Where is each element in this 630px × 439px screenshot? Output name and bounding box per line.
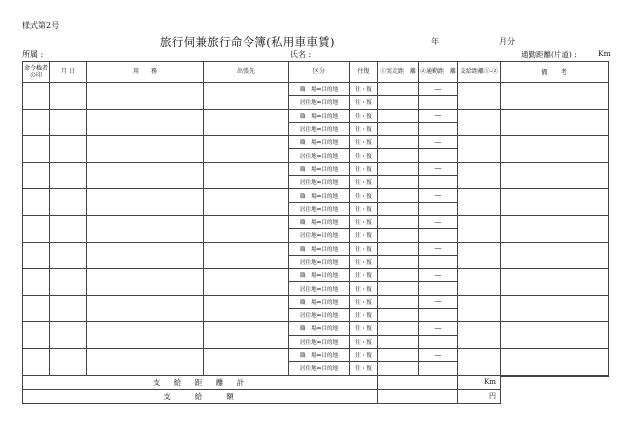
actual-distance-cell[interactable] [378, 109, 419, 122]
remarks-cell[interactable] [500, 83, 608, 110]
home-route-cell: 居住地⇔目的地 [289, 335, 350, 348]
actual-distance-cell[interactable] [378, 269, 419, 282]
office-route-cell: 職 場⇔目的地 [289, 295, 350, 308]
commute-distance-dash: — [419, 83, 458, 96]
round-trip-cell[interactable]: 往・復 [350, 189, 378, 202]
round-trip-cell[interactable]: 往・復 [350, 83, 378, 96]
commute-distance-cell[interactable] [419, 149, 458, 162]
remarks-column [500, 61, 609, 377]
approver-seal-cell[interactable] [23, 136, 50, 163]
commute-distance-cell[interactable] [419, 96, 458, 109]
commute-distance-cell[interactable] [419, 202, 458, 215]
name-label: 氏名 : [290, 50, 312, 59]
approver-seal-cell[interactable] [23, 348, 50, 375]
office-route-cell: 職 場⇔目的地 [289, 348, 350, 361]
destination-cell[interactable] [204, 242, 289, 269]
actual-distance-cell[interactable] [378, 229, 419, 242]
purpose-cell[interactable] [87, 348, 204, 375]
actual-distance-cell[interactable] [378, 162, 419, 175]
actual-distance-cell[interactable] [378, 295, 419, 308]
round-trip-cell[interactable]: 往・復 [350, 122, 378, 135]
date-cell[interactable] [50, 242, 87, 269]
round-trip-cell[interactable]: 往・復 [350, 109, 378, 122]
destination-cell[interactable] [204, 322, 289, 349]
round-trip-cell[interactable]: 往・復 [350, 362, 378, 375]
office-route-cell: 職 場⇔目的地 [289, 322, 350, 335]
form-number: 様式第2号 [22, 21, 60, 30]
round-trip-cell[interactable]: 往・復 [350, 322, 378, 335]
commute-distance-cell[interactable] [419, 229, 458, 242]
date-cell[interactable] [50, 189, 87, 216]
round-trip-cell[interactable]: 往・復 [350, 242, 378, 255]
table-row [23, 136, 501, 149]
paid-distance-cell[interactable] [458, 162, 501, 189]
round-trip-cell[interactable]: 往・復 [350, 295, 378, 308]
round-trip-cell[interactable]: 往・復 [350, 149, 378, 162]
date-cell[interactable] [50, 269, 87, 296]
approver-seal-cell[interactable] [23, 162, 50, 189]
approver-seal-cell[interactable] [23, 269, 50, 296]
approver-seal-cell[interactable] [23, 189, 50, 216]
date-cell[interactable] [50, 295, 87, 322]
purpose-cell[interactable] [87, 269, 204, 296]
commute-distance-dash: — [419, 136, 458, 149]
actual-distance-cell[interactable] [378, 335, 419, 348]
col-division: 区分 [289, 62, 350, 83]
round-trip-cell[interactable]: 往・復 [350, 229, 378, 242]
round-trip-cell[interactable]: 往・復 [350, 269, 378, 282]
commute-distance-dash: — [419, 295, 458, 308]
remarks-cell[interactable] [500, 189, 608, 216]
date-cell[interactable] [50, 215, 87, 242]
amount-row [23, 389, 501, 403]
date-cell[interactable] [50, 162, 87, 189]
actual-distance-cell[interactable] [378, 282, 419, 295]
department-label: 所属 : [22, 50, 44, 59]
paid-distance-cell[interactable] [458, 242, 501, 269]
commute-distance-cell[interactable] [419, 176, 458, 189]
actual-distance-cell[interactable] [378, 322, 419, 335]
table-row [23, 162, 501, 175]
total-distance-value[interactable] [378, 375, 458, 389]
table-row [23, 215, 501, 228]
table-row [23, 83, 501, 96]
destination-cell[interactable] [204, 136, 289, 163]
date-cell[interactable] [50, 348, 87, 375]
purpose-cell[interactable] [87, 83, 204, 110]
col-date: 月 日 [50, 62, 87, 83]
commute-distance-dash: — [419, 109, 458, 122]
year-label: 年 [431, 37, 439, 46]
office-route-cell: 職 場⇔目的地 [289, 269, 350, 282]
destination-cell[interactable] [204, 83, 289, 110]
commute-distance-dash: — [419, 269, 458, 282]
destination-cell[interactable] [204, 269, 289, 296]
round-trip-cell[interactable]: 往・復 [350, 348, 378, 361]
actual-distance-cell[interactable] [378, 215, 419, 228]
home-route-cell: 居住地⇔目的地 [289, 96, 350, 109]
actual-distance-cell[interactable] [378, 83, 419, 96]
total-distance-row [23, 375, 501, 389]
purpose-cell[interactable] [87, 242, 204, 269]
destination-cell[interactable] [204, 295, 289, 322]
actual-distance-cell[interactable] [378, 309, 419, 322]
commute-distance-cell[interactable] [419, 255, 458, 268]
remarks-cell[interactable] [500, 349, 608, 376]
round-trip-cell[interactable]: 往・復 [350, 162, 378, 175]
destination-cell[interactable] [204, 189, 289, 216]
destination-cell[interactable] [204, 109, 289, 136]
table-row [23, 109, 501, 122]
col-approver-seal: 命令権者の印 [23, 62, 50, 83]
purpose-cell[interactable] [87, 189, 204, 216]
purpose-cell[interactable] [87, 295, 204, 322]
purpose-cell[interactable] [87, 109, 204, 136]
office-route-cell: 職 場⇔目的地 [289, 83, 350, 96]
round-trip-cell[interactable]: 往・復 [350, 309, 378, 322]
actual-distance-cell[interactable] [378, 362, 419, 375]
approver-seal-cell[interactable] [23, 295, 50, 322]
round-trip-cell[interactable]: 往・復 [350, 282, 378, 295]
paid-distance-cell[interactable] [458, 215, 501, 242]
remarks-cell[interactable] [500, 322, 608, 349]
round-trip-cell[interactable]: 往・復 [350, 255, 378, 268]
home-route-cell: 居住地⇔目的地 [289, 149, 350, 162]
purpose-cell[interactable] [87, 162, 204, 189]
amount-unit: 円 [458, 389, 501, 403]
paid-distance-cell[interactable] [458, 109, 501, 136]
col-commute-distance: ②通勤距 離 [419, 62, 458, 83]
commute-distance-cell[interactable] [419, 335, 458, 348]
total-distance-label: 支 給 距 離 計 [23, 375, 378, 389]
commute-distance-cell[interactable] [419, 309, 458, 322]
commute-distance-unit: Km [598, 49, 611, 58]
col-purpose: 用 務 [87, 62, 204, 83]
total-distance-unit: Km [458, 375, 501, 389]
home-route-cell: 居住地⇔目的地 [289, 176, 350, 189]
remarks-cell[interactable] [500, 216, 608, 243]
table-body [23, 83, 501, 404]
table-row [23, 348, 501, 361]
purpose-cell[interactable] [87, 322, 204, 349]
office-route-cell: 職 場⇔目的地 [289, 242, 350, 255]
round-trip-cell[interactable]: 往・復 [350, 335, 378, 348]
paid-distance-cell[interactable] [458, 269, 501, 296]
actual-distance-cell[interactable] [378, 348, 419, 361]
paid-distance-cell[interactable] [458, 322, 501, 349]
destination-cell[interactable] [204, 162, 289, 189]
approver-seal-cell[interactable] [23, 109, 50, 136]
col-paid-distance: 支給距離①-② [458, 62, 501, 83]
office-route-cell: 職 場⇔目的地 [289, 162, 350, 175]
approver-seal-cell[interactable] [23, 215, 50, 242]
commute-distance-dash: — [419, 215, 458, 228]
actual-distance-cell[interactable] [378, 176, 419, 189]
page-title: 旅行伺兼旅行命令簿(私用車車賃) [160, 35, 335, 49]
actual-distance-cell[interactable] [378, 149, 419, 162]
office-route-cell: 職 場⇔目的地 [289, 215, 350, 228]
home-route-cell: 居住地⇔目的地 [289, 229, 350, 242]
commute-distance-label: 通勤距離(片道) : [521, 50, 577, 59]
actual-distance-cell[interactable] [378, 189, 419, 202]
table-row [23, 242, 501, 255]
month-label: 月分 [499, 37, 515, 46]
paid-distance-cell[interactable] [458, 189, 501, 216]
home-route-cell: 居住地⇔目的地 [289, 255, 350, 268]
round-trip-cell[interactable]: 往・復 [350, 176, 378, 189]
round-trip-cell[interactable]: 往・復 [350, 96, 378, 109]
table-header-row [23, 62, 501, 83]
actual-distance-cell[interactable] [378, 255, 419, 268]
table-row [23, 295, 501, 308]
home-route-cell: 居住地⇔目的地 [289, 202, 350, 215]
office-route-cell: 職 場⇔目的地 [289, 189, 350, 202]
home-route-cell: 居住地⇔目的地 [289, 122, 350, 135]
date-cell[interactable] [50, 83, 87, 110]
col-remarks: 備 考 [500, 62, 608, 83]
actual-distance-cell[interactable] [378, 96, 419, 109]
paid-distance-cell[interactable] [458, 295, 501, 322]
col-destination: 出張先 [204, 62, 289, 83]
office-route-cell: 職 場⇔目的地 [289, 109, 350, 122]
remarks-cell[interactable] [500, 110, 608, 137]
remarks-cell[interactable] [500, 269, 608, 296]
home-route-cell: 居住地⇔目的地 [289, 309, 350, 322]
home-route-cell: 居住地⇔目的地 [289, 362, 350, 375]
approver-seal-cell[interactable] [23, 83, 50, 110]
table-row [23, 322, 501, 335]
commute-distance-cell[interactable] [419, 362, 458, 375]
purpose-cell[interactable] [87, 215, 204, 242]
commute-distance-dash: — [419, 162, 458, 175]
paid-distance-cell[interactable] [458, 348, 501, 375]
date-cell[interactable] [50, 136, 87, 163]
remarks-cell[interactable] [500, 243, 608, 270]
col-actual-distance: ①実走距 離 [378, 62, 419, 83]
commute-distance-dash: — [419, 189, 458, 202]
date-cell[interactable] [50, 322, 87, 349]
commute-distance-dash: — [419, 242, 458, 255]
destination-cell[interactable] [204, 215, 289, 242]
actual-distance-cell[interactable] [378, 136, 419, 149]
office-route-cell: 職 場⇔目的地 [289, 136, 350, 149]
actual-distance-cell[interactable] [378, 122, 419, 135]
round-trip-cell[interactable]: 往・復 [350, 202, 378, 215]
paid-distance-cell[interactable] [458, 83, 501, 110]
purpose-cell[interactable] [87, 136, 204, 163]
date-cell[interactable] [50, 109, 87, 136]
amount-value[interactable] [378, 389, 458, 403]
actual-distance-cell[interactable] [378, 202, 419, 215]
home-route-cell: 居住地⇔目的地 [289, 282, 350, 295]
commute-distance-dash: — [419, 348, 458, 361]
remarks-cell[interactable] [500, 296, 608, 323]
commute-distance-cell[interactable] [419, 282, 458, 295]
destination-cell[interactable] [204, 348, 289, 375]
approver-seal-cell[interactable] [23, 242, 50, 269]
commute-distance-cell[interactable] [419, 122, 458, 135]
remarks-cell[interactable] [500, 163, 608, 190]
round-trip-cell[interactable]: 往・復 [350, 136, 378, 149]
table-row [23, 189, 501, 202]
commute-distance-dash: — [419, 322, 458, 335]
approver-seal-cell[interactable] [23, 322, 50, 349]
col-round-trip: 往復 [350, 62, 378, 83]
actual-distance-cell[interactable] [378, 242, 419, 255]
remarks-cell[interactable] [500, 136, 608, 163]
round-trip-cell[interactable]: 往・復 [350, 215, 378, 228]
paid-distance-cell[interactable] [458, 136, 501, 163]
amount-label: 支 給 額 [23, 389, 378, 403]
travel-log-table [22, 61, 501, 404]
table-row [23, 269, 501, 282]
